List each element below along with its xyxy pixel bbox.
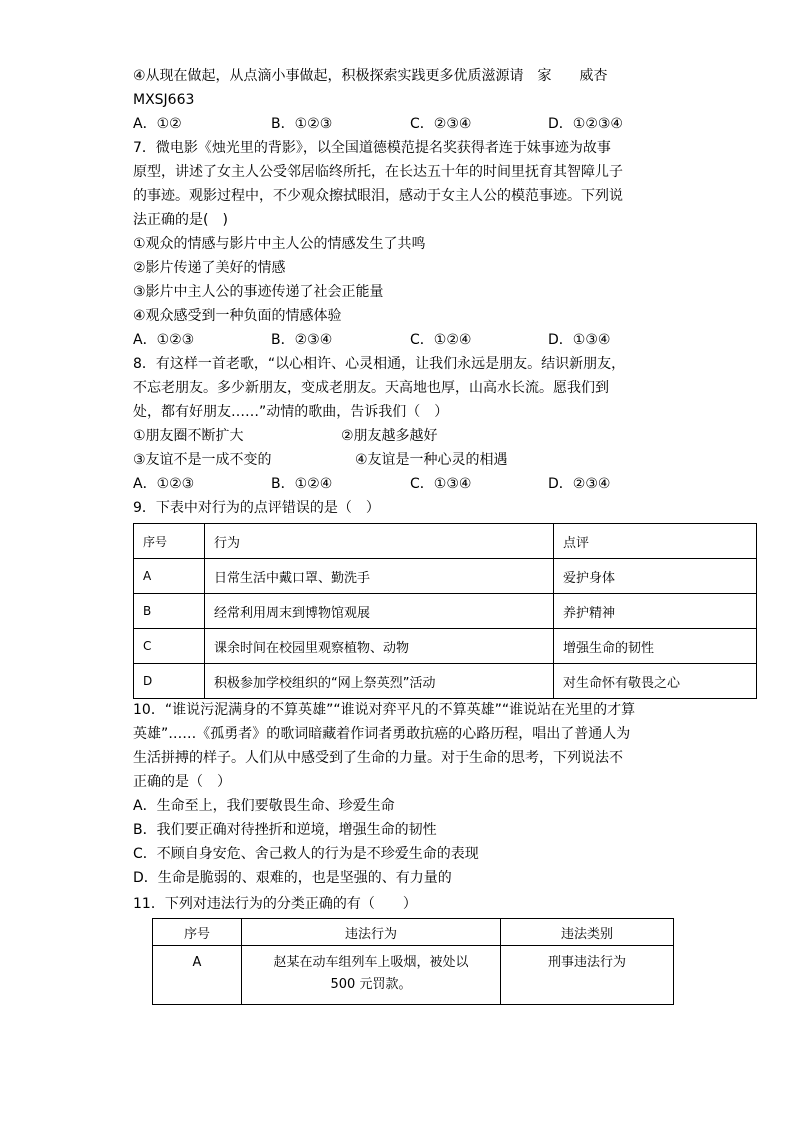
table-header-cell: 行为 bbox=[205, 524, 554, 559]
q6-options bbox=[133, 114, 733, 134]
table-row bbox=[134, 559, 757, 594]
table-cell: A bbox=[134, 559, 205, 594]
q7-statement-4: ④观众感受到一种负面的情感体验 bbox=[133, 308, 342, 324]
table-cell: 刑事违法行为 bbox=[501, 946, 674, 1005]
table-cell: B bbox=[134, 594, 205, 629]
table-header-row bbox=[134, 524, 757, 559]
q7-options bbox=[133, 330, 733, 350]
table-row bbox=[134, 664, 757, 699]
q7-stem-line3: 的事迹。观影过程中，不少观众擦拭眼泪，感动于女主人公的模范事迹。下列说 bbox=[133, 188, 623, 204]
q7-option-c: C．①②④ bbox=[410, 332, 472, 348]
q8-stem-line1: 8．有这样一首老歌，“以心相许、心灵相通，让我们永远是朋友。结识新朋友， bbox=[133, 356, 626, 372]
q10-stem-line4: 正确的是（ ） bbox=[133, 774, 231, 790]
q7-option-a: A．①②③ bbox=[133, 332, 195, 348]
q6-option-c: C．②③④ bbox=[410, 116, 472, 132]
q10-option-d: D．生命是脆弱的、艰难的，也是坚强的、有力量的 bbox=[133, 870, 452, 886]
q7-stem-line1: 7．微电影《烛光里的背影》，以全国道德模范提名奖获得者连于妹事迹为故事 bbox=[133, 140, 611, 156]
q10-stem-line3: 生活拼搏的样子。人们从中感受到了生命的力量。对于生命的思考，下列说法不 bbox=[133, 750, 623, 766]
table-header-cell: 序号 bbox=[134, 524, 205, 559]
q8-statements-row2 bbox=[133, 450, 733, 470]
q11-table bbox=[152, 918, 674, 1005]
table-row bbox=[134, 629, 757, 664]
q8-option-c: C．①③④ bbox=[410, 476, 472, 492]
q7-statement-3: ③影片中主人公的事迹传递了社会正能量 bbox=[133, 284, 384, 300]
table-header-cell: 点评 bbox=[554, 524, 757, 559]
q10-option-b: B．我们要正确对待挫折和逆境，增强生命的韧性 bbox=[133, 822, 437, 838]
q8-option-b: B．①②④ bbox=[271, 476, 333, 492]
table-cell: 爱护身体 bbox=[554, 559, 757, 594]
q7-stem-line2: 原型，讲述了女主人公受邻居临终所托，在长达五十年的时间里抚育其智障儿子 bbox=[133, 164, 623, 180]
q9-table bbox=[133, 523, 757, 699]
table-cell: D bbox=[134, 664, 205, 699]
q8-statement-2: ②朋友越多越好 bbox=[341, 428, 438, 444]
table-cell: 增强生命的韧性 bbox=[554, 629, 757, 664]
cell-line: 赵某在动车组列车上吸烟，被处以 bbox=[273, 955, 469, 970]
table-row bbox=[153, 946, 674, 1005]
q7-statement-1: ①观众的情感与影片中主人公的情感发生了共鸣 bbox=[133, 236, 426, 252]
q10-option-c: C．不顾自身安危、舍己救人的行为是不珍爱生命的表现 bbox=[133, 846, 479, 862]
table-cell: C bbox=[134, 629, 205, 664]
q8-statement-1: ①朋友圈不断扩大 bbox=[133, 428, 244, 444]
q7-option-d: D．①③④ bbox=[548, 332, 611, 348]
table-header-row bbox=[153, 919, 674, 946]
table-cell: 对生命怀有敬畏之心 bbox=[554, 664, 757, 699]
q9-stem: 9．下表中对行为的点评错误的是（ ） bbox=[133, 500, 380, 516]
q8-statement-4: ④友谊是一种心灵的相遇 bbox=[355, 452, 508, 468]
table-cell: 积极参加学校组织的“网上祭英烈”活动 bbox=[205, 664, 554, 699]
q8-stem-line3: 处，都有好朋友……”动情的歌曲，告诉我们（ ） bbox=[133, 404, 449, 420]
q11-stem: 11．下列对违法行为的分类正确的有（ ） bbox=[133, 896, 417, 912]
table-cell: 日常生活中戴口罩、勤洗手 bbox=[205, 559, 554, 594]
table-header-cell: 违法类别 bbox=[501, 919, 674, 946]
watermark-code: MXSJ663 bbox=[133, 92, 195, 108]
q6-option-b: B．①②③ bbox=[271, 116, 333, 132]
cell-line: 500 元罚款。 bbox=[330, 977, 412, 992]
q10-option-a: A．生命至上，我们要敬畏生命、珍爱生命 bbox=[133, 798, 395, 814]
q8-statements-row1 bbox=[133, 426, 733, 446]
q6-option-4-text: ④从现在做起，从点滴小事做起，积极探索实践更多优质滋源请 家 威杏 bbox=[133, 68, 608, 84]
q10-stem-line2: 英雄”……《孤勇者》的歌词暗藏着作词者勇敢抗癌的心路历程，唱出了普通人为 bbox=[133, 726, 631, 742]
table-row bbox=[134, 594, 757, 629]
q8-statement-3: ③友谊不是一成不变的 bbox=[133, 452, 272, 468]
table-cell: 经常利用周末到博物馆观展 bbox=[205, 594, 554, 629]
table-cell: A bbox=[153, 946, 242, 1005]
q6-option-a: A．①② bbox=[133, 116, 182, 132]
table-header-cell: 序号 bbox=[153, 919, 242, 946]
table-cell bbox=[242, 946, 501, 1005]
q7-option-b: B．②③④ bbox=[271, 332, 333, 348]
q8-options bbox=[133, 474, 733, 494]
q8-stem-line2: 不忘老朋友。多少新朋友，变成老朋友。天高地也厚，山高水长流。愿我们到 bbox=[133, 380, 609, 396]
q7-stem-line4: 法正确的是( ) bbox=[133, 212, 228, 228]
q10-stem-line1: 10．“谁说污泥满身的不算英雄”“谁说对弈平凡的不算英雄”“谁说站在光里的才算 bbox=[133, 702, 636, 718]
q6-option-d: D．①②③④ bbox=[548, 116, 623, 132]
q7-statement-2: ②影片传递了美好的情感 bbox=[133, 260, 286, 276]
q8-option-d: D．②③④ bbox=[548, 476, 611, 492]
q8-option-a: A．①②③ bbox=[133, 476, 195, 492]
table-cell: 养护精神 bbox=[554, 594, 757, 629]
table-cell: 课余时间在校园里观察植物、动物 bbox=[205, 629, 554, 664]
table-header-cell: 违法行为 bbox=[242, 919, 501, 946]
